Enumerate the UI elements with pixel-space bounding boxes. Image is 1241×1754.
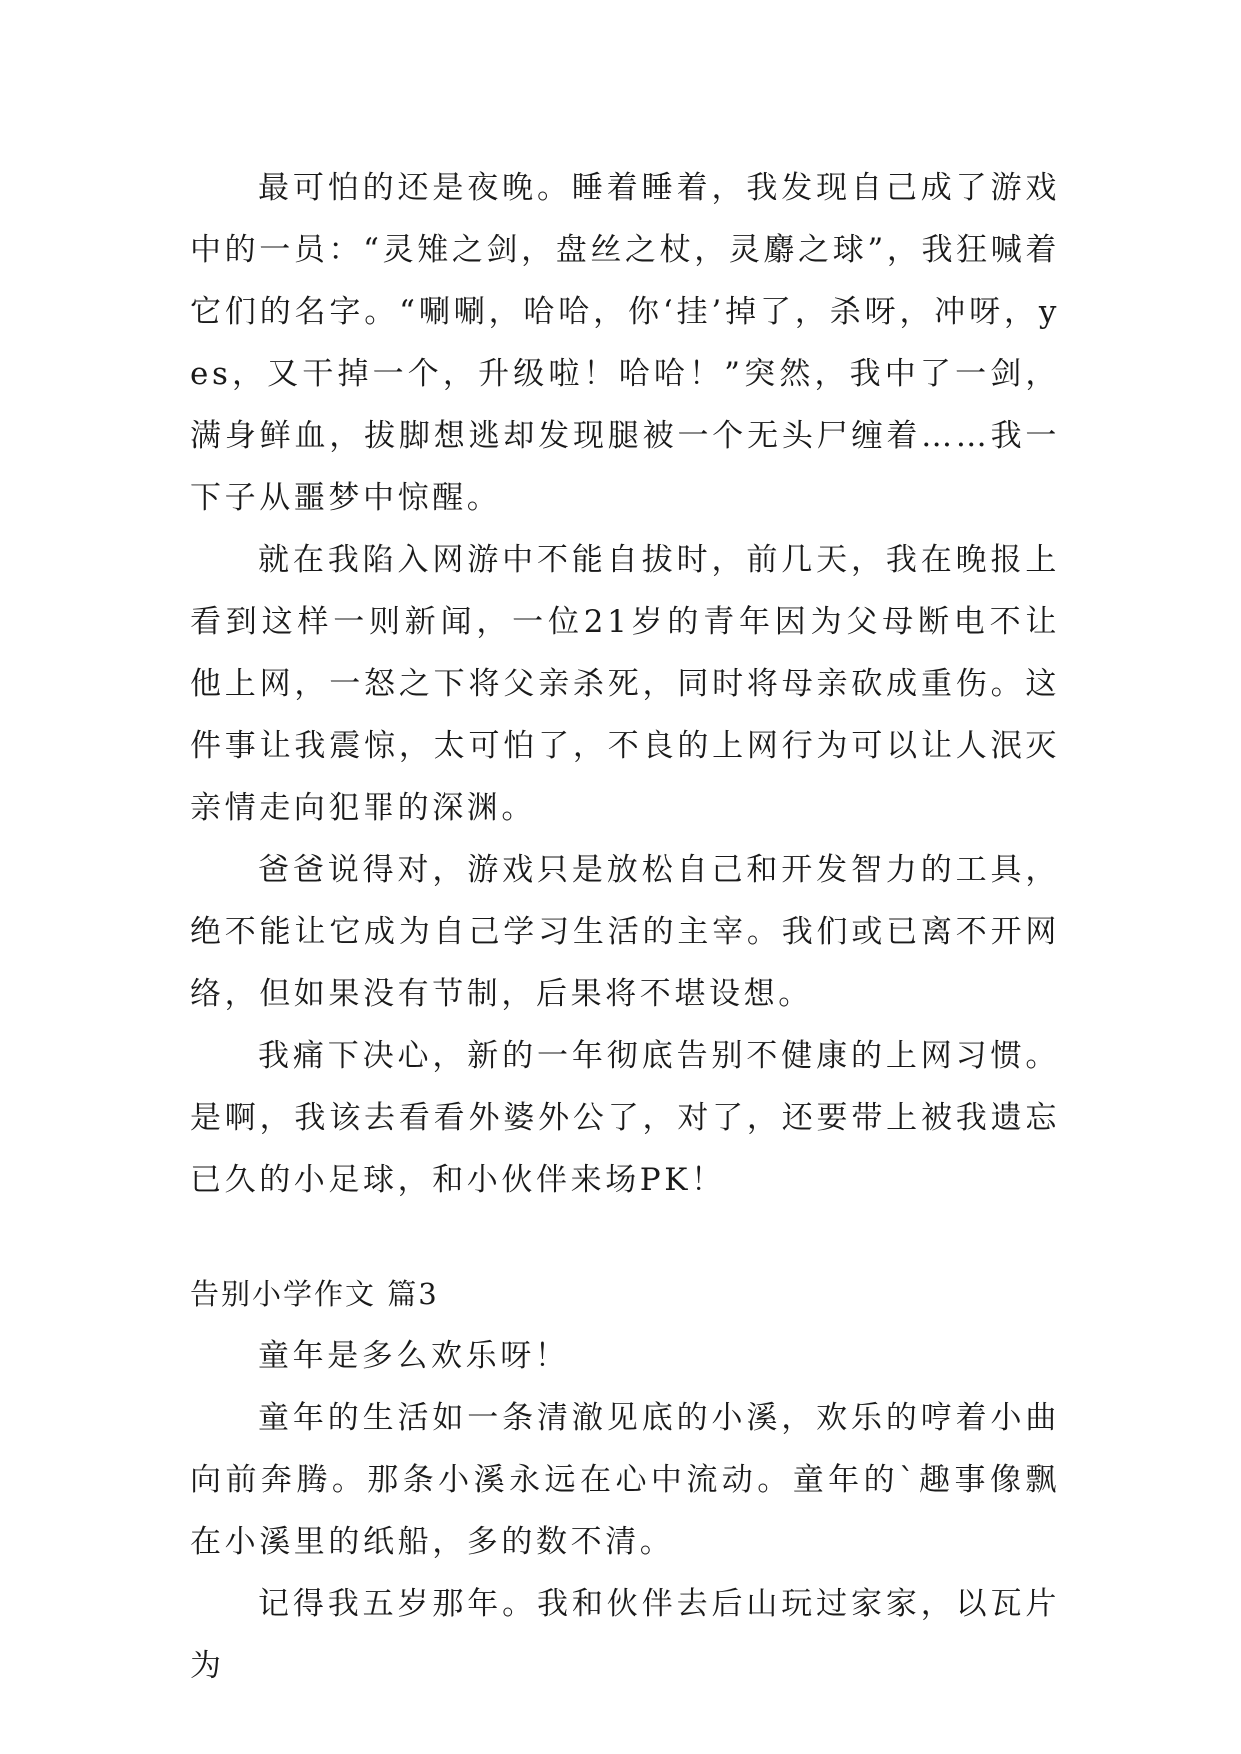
paragraph-childhood-joy: 童年是多么欢乐呀！ [258,1338,570,1374]
paragraph-age-five: 记得我五岁那年。我和伙伴去后山玩过家家，以瓦片为 [190,1586,1060,1684]
paragraph-father-advice: 爸爸说得对，游戏只是放松自己和开发智力的工具，绝不能让它成为自己学习生活的主宰。我们或已离不开网络，但如果没有节制，后果将不堪设想。 [190,852,1060,1012]
paragraph-childhood-stream: 童年的生活如一条清澈见底的小溪，欢乐的哼着小曲向前奔腾。那条小溪永远在心中流动。童年的`趣事像飘在小溪里的纸船，多的数不清。 [190,1400,1060,1560]
paragraph-resolution: 我痛下决心，新的一年彻底告别不健康的上网习惯。是啊，我该去看看外婆外公了，对了，还要带上被我遗忘已久的小足球，和小伙伴来场PK！ [190,1038,1060,1198]
document-body [190,157,1060,1697]
paragraph-nightmare: 最可怕的还是夜晚。睡着睡着，我发现自己成了游戏中的一员：“灵雉之剑，盘丝之杖，灵麝之球”，我狂喊着它们的名字。“唰唰，哈哈，你‘挂’掉了，杀呀，冲呀，yes，又干掉一个，升级啦！哈哈！”突然，我中了一剑，满身鲜血，拔脚想逃却发现腿被一个无头尸缠着……我一下子从噩梦中惊醒。 [190,170,1060,516]
paragraph-news: 就在我陷入网游中不能自拔时，前几天，我在晚报上看到这样一则新闻，一位21岁的青年因为父母断电不让他上网，一怒之下将父亲杀死，同时将母亲砍成重伤。这件事让我震惊，太可怕了，不良的上网行为可以让人泯灭亲情走向犯罪的深渊。 [190,542,1060,826]
section-heading: 告别小学作文 篇3 [190,1277,439,1311]
